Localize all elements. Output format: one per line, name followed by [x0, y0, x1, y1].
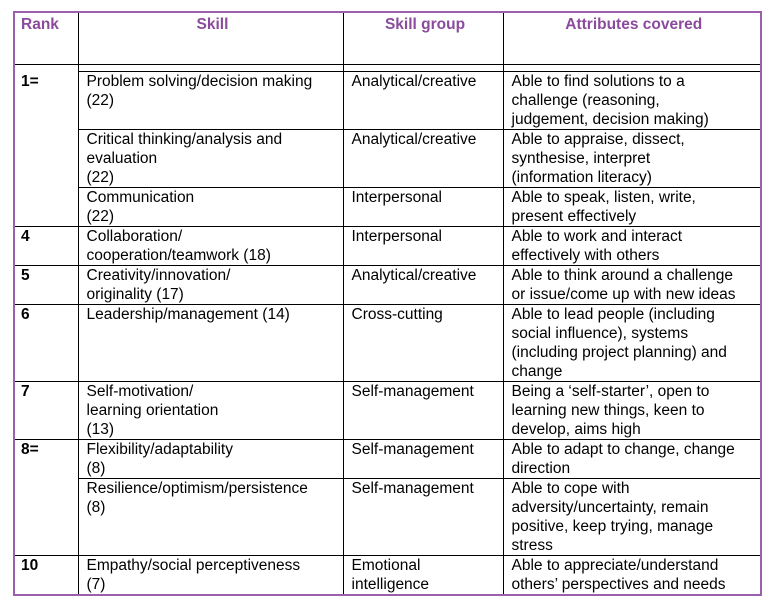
rank-cell: 6: [14, 305, 78, 382]
spacer-cell: [343, 65, 503, 72]
spacer-cell: [14, 65, 78, 72]
skill-group-cell: Interpersonal: [343, 188, 503, 227]
header-attributes: Attributes covered: [503, 12, 761, 65]
attributes-cell: Able to appreciate/understand others’ perspectives and needs: [503, 556, 761, 596]
spacer-row: [14, 65, 761, 72]
attributes-cell: Able to lead people (including social influence), systems (including project planning) and change: [503, 305, 761, 382]
attributes-cell: Able to cope with adversity/uncertainty, remain positive, keep trying, manage stress: [503, 479, 761, 556]
skills-table-container: [13, 11, 762, 596]
skills-table: [13, 11, 762, 596]
attributes-cell: Being a ‘self-starter’, open to learning new things, keen to develop, aims high: [503, 382, 761, 440]
attributes-cell: Able to work and interact effectively with others: [503, 227, 761, 266]
rank-cell: 8=: [14, 440, 78, 556]
skill-cell: Flexibility/adaptability (8): [78, 440, 343, 479]
skill-group-cell: Interpersonal: [343, 227, 503, 266]
skill-group-cell: Self-management: [343, 382, 503, 440]
attributes-cell: Able to adapt to change, change direction: [503, 440, 761, 479]
table-row: [14, 227, 761, 266]
rank-cell: 1=: [14, 72, 78, 227]
skill-group-cell: Self-management: [343, 479, 503, 556]
skill-cell: Resilience/optimism/persistence (8): [78, 479, 343, 556]
table-row: [14, 382, 761, 440]
table-row: [14, 72, 761, 130]
table-row: [14, 440, 761, 479]
header-rank: Rank: [14, 12, 78, 65]
attributes-cell: Able to find solutions to a challenge (reasoning, judgement, decision making): [503, 72, 761, 130]
header-row: [14, 12, 761, 65]
skill-group-cell: Emotional intelligence: [343, 556, 503, 596]
skill-group-cell: Analytical/creative: [343, 266, 503, 305]
skill-cell: Communication (22): [78, 188, 343, 227]
rank-cell: 5: [14, 266, 78, 305]
skill-group-cell: Analytical/creative: [343, 72, 503, 130]
skill-cell: Problem solving/decision making (22): [78, 72, 343, 130]
skill-cell: Self-motivation/ learning orientation (13): [78, 382, 343, 440]
attributes-cell: Able to think around a challenge or issue/come up with new ideas: [503, 266, 761, 305]
rank-cell: 4: [14, 227, 78, 266]
rank-cell: 10: [14, 556, 78, 596]
table-row: [14, 556, 761, 596]
rank-cell: 7: [14, 382, 78, 440]
header-skill: Skill: [78, 12, 343, 65]
skill-cell: Leadership/management (14): [78, 305, 343, 382]
attributes-cell: Able to speak, listen, write, present effectively: [503, 188, 761, 227]
table-row: [14, 130, 761, 188]
skill-cell: Collaboration/ cooperation/teamwork (18): [78, 227, 343, 266]
skill-group-cell: Cross-cutting: [343, 305, 503, 382]
spacer-cell: [78, 65, 343, 72]
attributes-cell: Able to appraise, dissect, synthesise, interpret (information literacy): [503, 130, 761, 188]
skill-cell: Critical thinking/analysis and evaluation (22): [78, 130, 343, 188]
skill-cell: Empathy/social perceptiveness (7): [78, 556, 343, 596]
table-row: [14, 188, 761, 227]
table-row: [14, 479, 761, 556]
header-skill-group: Skill group: [343, 12, 503, 65]
skill-group-cell: Analytical/creative: [343, 130, 503, 188]
table-row: [14, 305, 761, 382]
skill-group-cell: Self-management: [343, 440, 503, 479]
spacer-cell: [503, 65, 761, 72]
skill-cell: Creativity/innovation/ originality (17): [78, 266, 343, 305]
table-row: [14, 266, 761, 305]
